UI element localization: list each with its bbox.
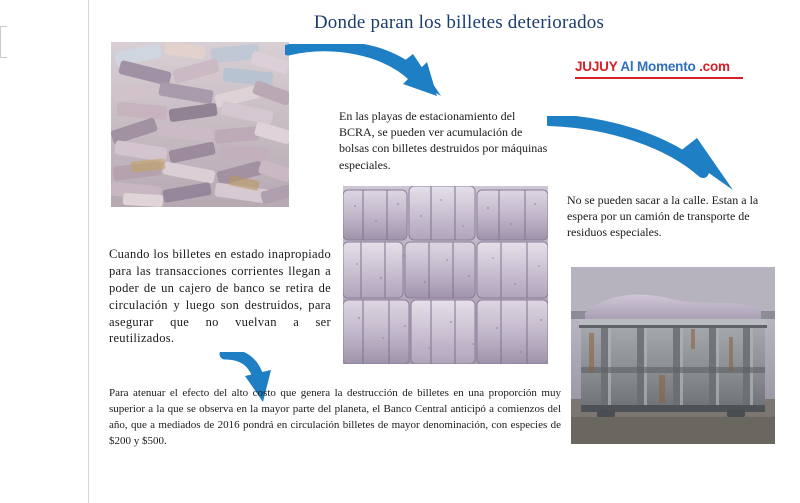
watermark-underline	[575, 77, 743, 79]
paragraph-cajero: Cuando los billetes en estado inapropiado para las transacciones corrientes llegan a poder de un cajero de banco se retira de circulación y luego son destruidos, para asegurar que no vuelvan a ser reutilizados.	[109, 247, 331, 346]
watermark-part-almomento: Al Momento	[617, 59, 700, 74]
paragraph-footer: Para atenuar el efecto del alto costo que genera la destrucción de billetes en una proporción muy superior a la que se observa en la mayor parte del planeta, el Banco Central anticipó a comienzos del año, que a mediados de 2016 pondrá en circulación billetes de mayor denominación, con especies de $200 y $500.	[109, 387, 561, 447]
watermark-part-jujuy: JUJUY	[575, 59, 618, 74]
watermark-logo	[575, 58, 745, 82]
watermark-part-com: .com	[699, 59, 730, 74]
paragraph-calle: No se pueden sacar a la calle. Estan a la espera por un camión de transporte de residuos especiales.	[567, 193, 759, 240]
gutter-mark	[0, 26, 7, 58]
image-shredded-banknotes	[111, 42, 289, 207]
blue-curved-arrow-right-icon	[285, 44, 445, 106]
page-title: Donde paran los billetes deteriorados	[313, 12, 605, 33]
image-shredded-paper-bales	[343, 186, 548, 364]
image-waste-container	[571, 267, 775, 444]
page-gutter	[0, 0, 88, 503]
blue-curved-arrow-right-down-icon	[547, 116, 747, 198]
paragraph-bcra: En las playas de estacionamiento del BCRA, se pueden ver acumulación de bolsas con billetes destruidos por máquinas especiales.	[339, 109, 548, 172]
slide-canvas	[88, 0, 800, 503]
